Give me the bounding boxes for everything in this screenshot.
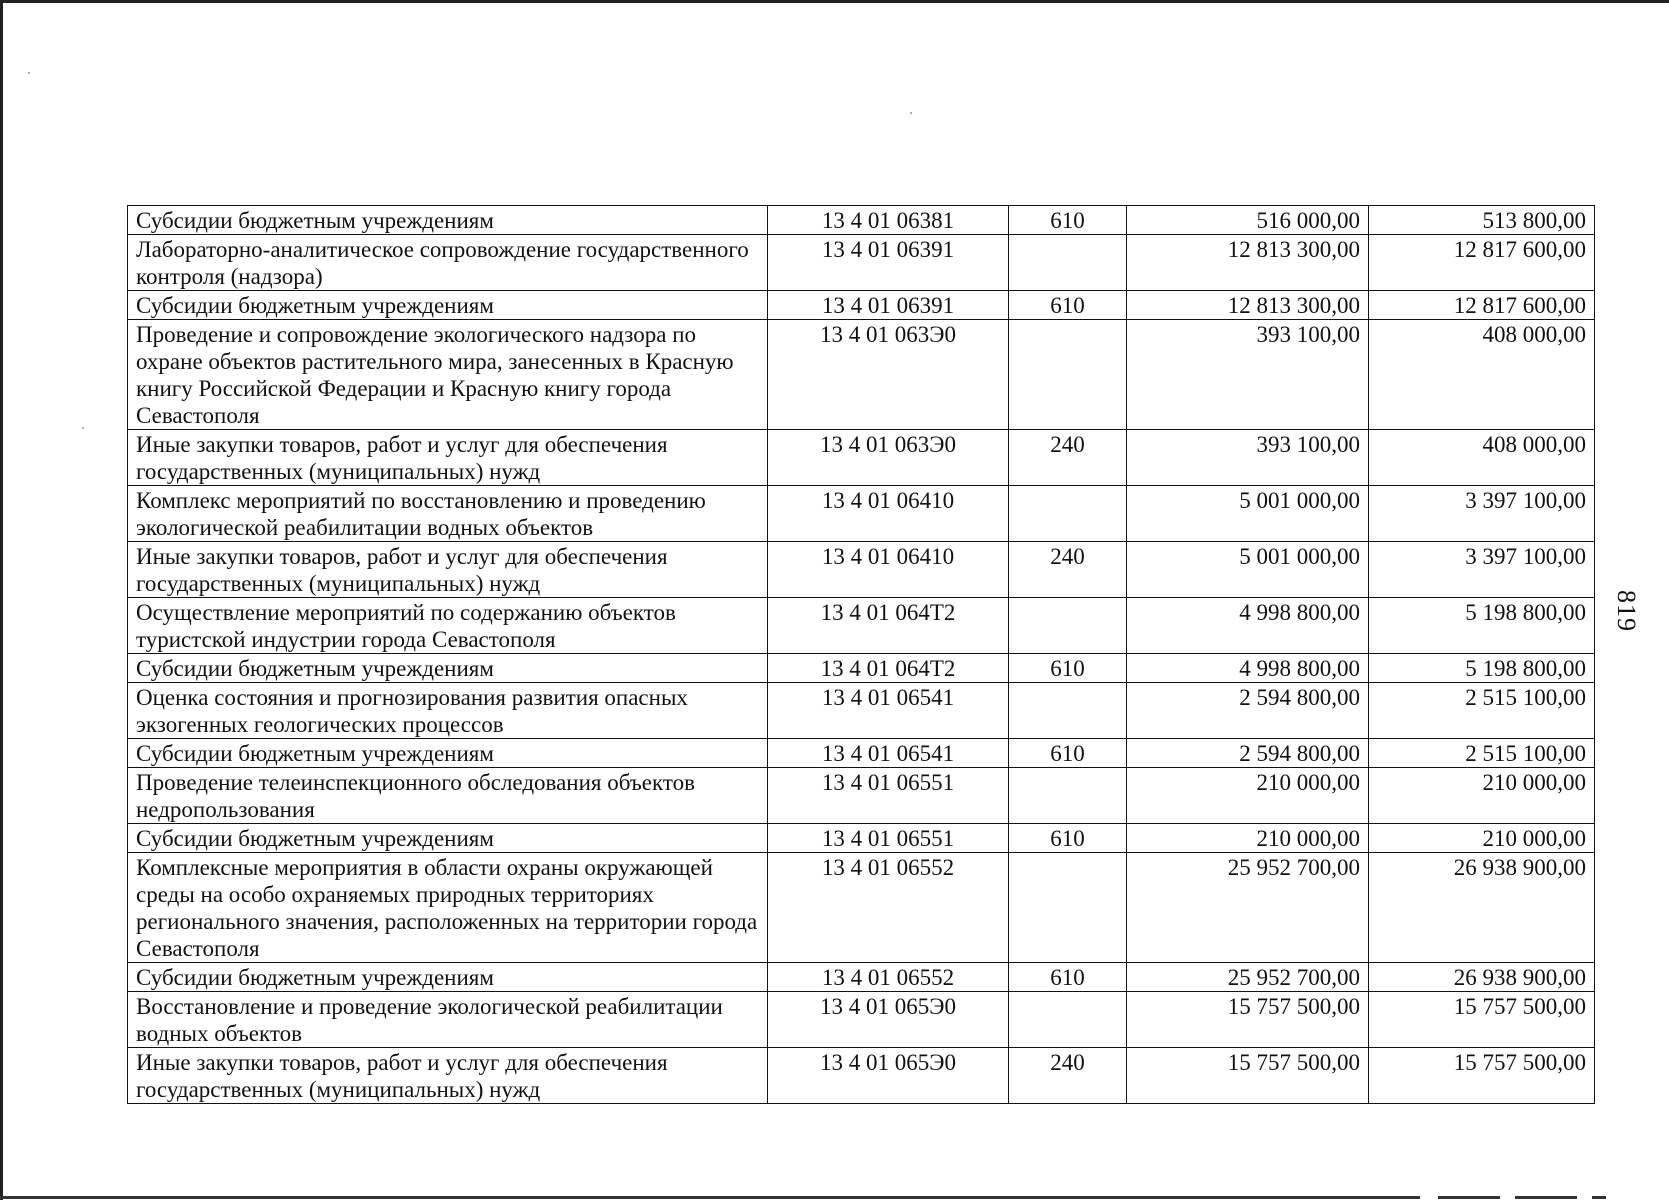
row-amount-2-cell: 3 397 100,00 [1369,486,1595,542]
row-expense-type-cell: 240 [1009,542,1127,598]
row-expense-type-cell [1009,486,1127,542]
row-name-cell: Иные закупки товаров, работ и услуг для обеспечения государственных (муниципальных) нужд [128,430,768,486]
row-amount-1-cell: 4 998 800,00 [1127,598,1369,654]
table-row [128,486,1595,542]
row-expense-type-cell: 610 [1009,739,1127,768]
row-expense-type-cell: 240 [1009,430,1127,486]
table-row [128,598,1595,654]
row-expense-type-cell: 610 [1009,963,1127,992]
row-code-cell: 13 4 01 065Э0 [768,1048,1009,1104]
row-code-cell: 13 4 01 064Т2 [768,654,1009,683]
row-name-cell: Комплексные мероприятия в области охраны окружающей среды на особо охраняемых природных территориях регионального значения, расположенных на территории города Севастополя [128,853,768,963]
row-code-cell: 13 4 01 06552 [768,963,1009,992]
row-expense-type-cell: 610 [1009,824,1127,853]
row-code-cell: 13 4 01 06391 [768,291,1009,320]
row-name-cell: Комплекс мероприятий по восстановлению и проведению экологической реабилитации водных объектов [128,486,768,542]
row-amount-1-cell: 2 594 800,00 [1127,683,1369,739]
row-name-cell: Субсидии бюджетным учреждениям [128,824,768,853]
row-name-cell: Субсидии бюджетным учреждениям [128,963,768,992]
row-expense-type-cell [1009,853,1127,963]
row-amount-1-cell: 516 000,00 [1127,206,1369,235]
table-row [128,853,1595,963]
row-amount-2-cell: 2 515 100,00 [1369,739,1595,768]
table-row [128,542,1595,598]
scan-border-dash [1592,1196,1606,1199]
table-row [128,430,1595,486]
table-row [128,824,1595,853]
row-amount-2-cell: 513 800,00 [1369,206,1595,235]
row-name-cell: Субсидии бюджетным учреждениям [128,654,768,683]
table-row [128,963,1595,992]
row-amount-2-cell: 210 000,00 [1369,824,1595,853]
scan-speck [82,427,84,429]
row-amount-2-cell: 26 938 900,00 [1369,853,1595,963]
row-name-cell: Проведение телеинспекционного обследования объектов недропользования [128,768,768,824]
row-amount-2-cell: 408 000,00 [1369,430,1595,486]
row-code-cell: 13 4 01 06410 [768,542,1009,598]
row-amount-1-cell: 25 952 700,00 [1127,963,1369,992]
row-amount-2-cell: 12 817 600,00 [1369,235,1595,291]
row-amount-2-cell: 210 000,00 [1369,768,1595,824]
row-expense-type-cell: 610 [1009,206,1127,235]
row-expense-type-cell [1009,768,1127,824]
row-code-cell: 13 4 01 06410 [768,486,1009,542]
row-amount-1-cell: 393 100,00 [1127,320,1369,430]
table-row [128,654,1595,683]
row-expense-type-cell: 610 [1009,654,1127,683]
row-amount-2-cell: 3 397 100,00 [1369,542,1595,598]
scan-speck [910,112,912,114]
page-number: 819 [1612,590,1641,632]
row-amount-2-cell: 408 000,00 [1369,320,1595,430]
scan-border-bottom [0,1196,1420,1199]
row-amount-2-cell: 26 938 900,00 [1369,963,1595,992]
row-code-cell: 13 4 01 065Э0 [768,992,1009,1048]
row-amount-1-cell: 210 000,00 [1127,824,1369,853]
row-name-cell: Лабораторно-аналитическое сопровождение государственного контроля (надзора) [128,235,768,291]
row-amount-1-cell: 12 813 300,00 [1127,235,1369,291]
row-amount-1-cell: 2 594 800,00 [1127,739,1369,768]
row-name-cell: Субсидии бюджетным учреждениям [128,206,768,235]
table-row [128,235,1595,291]
scan-border-dash [1515,1196,1577,1199]
row-code-cell: 13 4 01 06552 [768,853,1009,963]
row-expense-type-cell [1009,320,1127,430]
row-expense-type-cell [1009,598,1127,654]
table-row [128,768,1595,824]
row-amount-2-cell: 15 757 500,00 [1369,1048,1595,1104]
row-code-cell: 13 4 01 064Т2 [768,598,1009,654]
table-row [128,739,1595,768]
row-code-cell: 13 4 01 06541 [768,739,1009,768]
row-code-cell: 13 4 01 06391 [768,235,1009,291]
row-amount-1-cell: 393 100,00 [1127,430,1369,486]
row-amount-1-cell: 12 813 300,00 [1127,291,1369,320]
row-code-cell: 13 4 01 06381 [768,206,1009,235]
table-row [128,683,1595,739]
scan-border-left [0,0,3,1200]
row-name-cell: Иные закупки товаров, работ и услуг для обеспечения государственных (муниципальных) нужд [128,1048,768,1104]
row-amount-1-cell: 15 757 500,00 [1127,1048,1369,1104]
row-expense-type-cell [1009,235,1127,291]
row-name-cell: Оценка состояния и прогнозирования развития опасных экзогенных геологических процессов [128,683,768,739]
table-row [128,1048,1595,1104]
row-amount-2-cell: 5 198 800,00 [1369,598,1595,654]
row-code-cell: 13 4 01 063Э0 [768,320,1009,430]
row-code-cell: 13 4 01 06541 [768,683,1009,739]
row-expense-type-cell [1009,683,1127,739]
table-row [128,992,1595,1048]
row-name-cell: Иные закупки товаров, работ и услуг для обеспечения государственных (муниципальных) нужд [128,542,768,598]
row-amount-1-cell: 25 952 700,00 [1127,853,1369,963]
row-name-cell: Субсидии бюджетным учреждениям [128,291,768,320]
row-code-cell: 13 4 01 06551 [768,824,1009,853]
row-amount-1-cell: 5 001 000,00 [1127,542,1369,598]
row-amount-2-cell: 5 198 800,00 [1369,654,1595,683]
row-amount-2-cell: 2 515 100,00 [1369,683,1595,739]
scan-border-top [0,0,1669,3]
row-amount-2-cell: 12 817 600,00 [1369,291,1595,320]
budget-table-body [128,206,1595,1104]
budget-table [127,205,1595,1104]
row-amount-1-cell: 4 998 800,00 [1127,654,1369,683]
row-name-cell: Осуществление мероприятий по содержанию объектов туристской индустрии города Севастополя [128,598,768,654]
row-name-cell: Проведение и сопровождение экологического надзора по охране объектов растительного мира, занесенных в Красную книгу Российской Федерации и Красную книгу города Севастополя [128,320,768,430]
row-expense-type-cell: 240 [1009,1048,1127,1104]
table-row [128,206,1595,235]
row-code-cell: 13 4 01 063Э0 [768,430,1009,486]
row-amount-2-cell: 15 757 500,00 [1369,992,1595,1048]
row-amount-1-cell: 210 000,00 [1127,768,1369,824]
row-name-cell: Субсидии бюджетным учреждениям [128,739,768,768]
row-amount-1-cell: 15 757 500,00 [1127,992,1369,1048]
scan-speck [28,72,30,74]
row-expense-type-cell: 610 [1009,291,1127,320]
table-row [128,320,1595,430]
scan-border-dash [1438,1196,1500,1199]
table-row [128,291,1595,320]
row-name-cell: Восстановление и проведение экологической реабилитации водных объектов [128,992,768,1048]
row-code-cell: 13 4 01 06551 [768,768,1009,824]
row-amount-1-cell: 5 001 000,00 [1127,486,1369,542]
row-expense-type-cell [1009,992,1127,1048]
